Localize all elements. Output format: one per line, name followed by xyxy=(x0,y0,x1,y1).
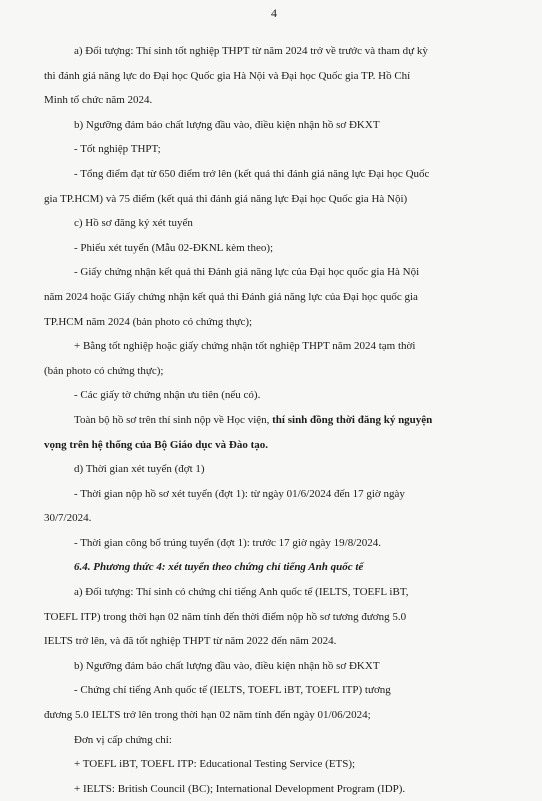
text-line: - Thời gian nộp hồ sơ xét tuyển (đợt 1): từ ngày 01/6/2024 đến 17 giờ ngày xyxy=(74,487,405,500)
text-line-continuation: 30/7/2024. xyxy=(44,512,92,525)
text-line: - Tổng điểm đạt từ 650 điểm trở lên (kết quả thi đánh giá năng lực Đại học Quốc xyxy=(74,167,430,180)
text-line-continuation: (bản photo có chứng thực); xyxy=(44,364,164,377)
text-line-continuation: gia TP.HCM) và 75 điểm (kết quả thi đánh giá năng lực Đại học Quốc gia Hà Nội) xyxy=(44,192,408,205)
text-line-continuation: đương 5.0 IELTS trở lên trong thời hạn 02 năm tính đến ngày 01/06/2024; xyxy=(44,709,371,722)
text-line: - Tốt nghiệp THPT; xyxy=(74,143,161,156)
text-line: a) Đối tượng: Thí sinh có chứng chỉ tiếng Anh quốc tế (IELTS, TOEFL iBT, xyxy=(74,586,409,599)
text-line-continuation: năm 2024 hoặc Giấy chứng nhận kết quả thi Đánh giá năng lực của Đại học quốc gia xyxy=(44,290,418,303)
text-line-continuation: thi đánh giá năng lực do Đại học Quốc gia Hà Nội và Đại học Quốc gia TP. Hồ Chí xyxy=(44,69,411,82)
text-line: - Chứng chỉ tiếng Anh quốc tế (IELTS, TOEFL iBT, TOEFL ITP) tương xyxy=(74,684,391,697)
text-segment: Toàn bộ hồ sơ trên thí sinh nộp về Học viện, xyxy=(74,413,273,426)
text-line: Đơn vị cấp chứng chỉ: xyxy=(74,733,172,746)
text-line-continuation: vọng trên hệ thống của Bộ Giáo dục và Đào tạo. xyxy=(44,438,268,451)
text-line: d) Thời gian xét tuyển (đợt 1) xyxy=(74,463,205,476)
text-line: a) Đối tượng: Thí sinh tốt nghiệp THPT từ năm 2024 trở về trước và tham dự kỳ xyxy=(74,45,428,57)
document-body xyxy=(44,39,502,801)
bold-text-segment: thí sinh đồng thời đăng ký nguyện xyxy=(272,413,433,426)
text-line: + IELTS: British Council (BC); International Development Program (IDP). xyxy=(74,782,406,795)
text-line: + Bằng tốt nghiệp hoặc giấy chứng nhận tốt nghiệp THPT năm 2024 tạm thời xyxy=(74,340,416,353)
text-line-continuation: TOEFL ITP) trong thời hạn 02 năm tính đến thời điểm nộp hồ sơ tương đương 5.0 xyxy=(44,610,407,623)
text-line: - Các giấy tờ chứng nhận ưu tiên (nếu có). xyxy=(74,389,261,402)
text-line-continuation: TP.HCM năm 2024 (bản photo có chứng thực); xyxy=(44,315,253,328)
text-line-continuation: Minh tổ chức năm 2024. xyxy=(44,94,153,107)
text-line xyxy=(74,408,502,433)
text-line: + TOEFL iBT, TOEFL ITP: Educational Testing Service (ETS); xyxy=(74,758,356,771)
text-line: - Thời gian công bố trúng tuyển (đợt 1): trước 17 giờ ngày 19/8/2024. xyxy=(74,536,382,549)
text-line: b) Ngưỡng đảm bảo chất lượng đầu vào, điều kiện nhận hồ sơ ĐKXT xyxy=(74,118,380,131)
text-line: - Phiếu xét tuyển (Mẫu 02-ĐKNL kèm theo); xyxy=(74,241,274,254)
text-line: c) Hồ sơ đăng ký xét tuyển xyxy=(74,217,193,230)
text-line: - Giấy chứng nhận kết quả thi Đánh giá năng lực của Đại học quốc gia Hà Nội xyxy=(74,266,420,279)
section-heading: 6.4. Phương thức 4: xét tuyển theo chứng chỉ tiếng Anh quốc tế xyxy=(74,561,364,574)
page-number: 4 xyxy=(271,6,277,20)
text-line-continuation: IELTS trở lên, và đã tốt nghiệp THPT từ năm 2022 đến năm 2024. xyxy=(44,635,337,648)
text-line: b) Ngưỡng đảm bảo chất lượng đầu vào, điều kiện nhận hồ sơ ĐKXT xyxy=(74,659,380,672)
